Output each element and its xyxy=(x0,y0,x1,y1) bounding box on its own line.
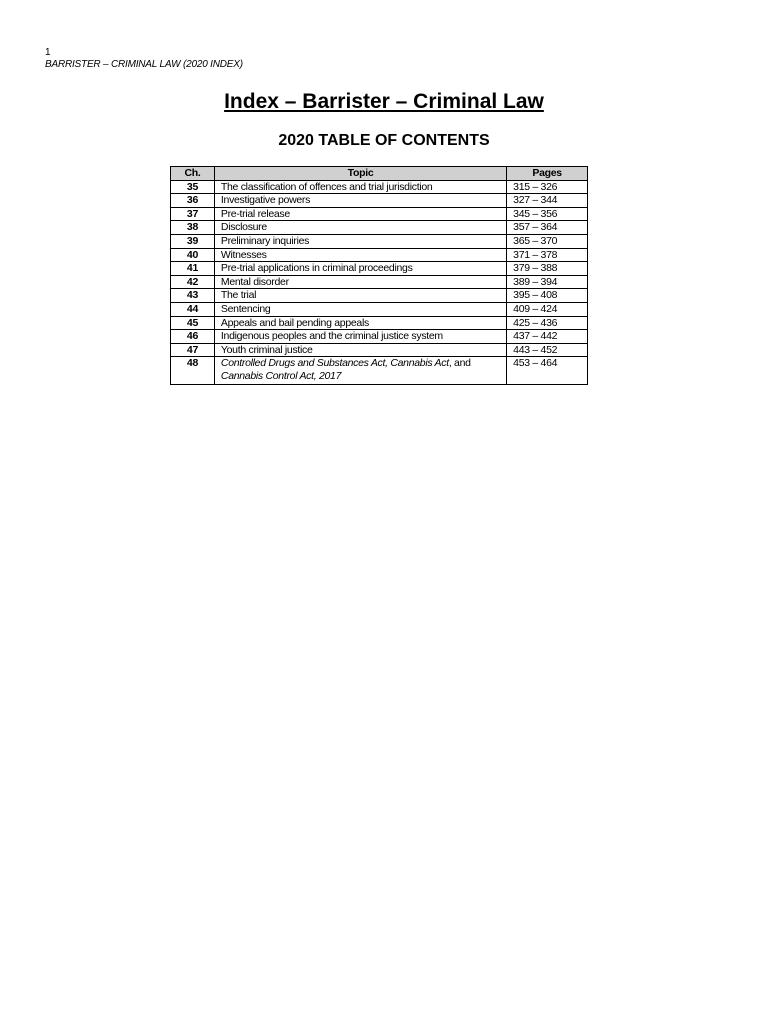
chapter-pages: 379 – 388 xyxy=(507,262,588,276)
chapter-topic: Indigenous peoples and the criminal justice system xyxy=(214,330,506,344)
chapter-number: 39 xyxy=(171,234,215,248)
table-row xyxy=(171,289,588,303)
column-header-chapter: Ch. xyxy=(171,167,215,181)
table-row xyxy=(171,180,588,194)
chapter-pages: 425 – 436 xyxy=(507,316,588,330)
chapter-number: 41 xyxy=(171,262,215,276)
chapter-pages: 409 – 424 xyxy=(507,302,588,316)
table-row xyxy=(171,248,588,262)
chapter-pages: 365 – 370 xyxy=(507,234,588,248)
chapter-number: 40 xyxy=(171,248,215,262)
table-row xyxy=(171,262,588,276)
chapter-number: 44 xyxy=(171,302,215,316)
chapter-pages: 315 – 326 xyxy=(507,180,588,194)
chapter-pages: 357 – 364 xyxy=(507,221,588,235)
table-row xyxy=(171,207,588,221)
chapter-pages: 395 – 408 xyxy=(507,289,588,303)
running-header: BARRISTER – CRIMINAL LAW (2020 INDEX) xyxy=(45,59,243,70)
page-title: Index – Barrister – Criminal Law xyxy=(224,90,544,113)
topic-italic-part: Cannabis Control Act, 2017 xyxy=(220,369,342,382)
chapter-pages: 371 – 378 xyxy=(507,248,588,262)
chapter-number: 46 xyxy=(171,330,215,344)
chapter-pages: 437 – 442 xyxy=(507,330,588,344)
page-number: 1 xyxy=(45,47,51,58)
table-row xyxy=(171,330,588,344)
table-row xyxy=(171,316,588,330)
column-header-pages: Pages xyxy=(507,167,588,181)
chapter-topic: Preliminary inquiries xyxy=(214,234,506,248)
table-row xyxy=(171,275,588,289)
chapter-topic: Mental disorder xyxy=(214,275,506,289)
table-row xyxy=(171,234,588,248)
chapter-topic: Youth criminal justice xyxy=(214,343,506,357)
table-row xyxy=(171,357,588,384)
table-header-row xyxy=(171,167,588,181)
table-header xyxy=(171,167,588,181)
column-header-topic: Topic xyxy=(214,167,506,181)
topic-plain-part: , and xyxy=(448,357,471,370)
table-row xyxy=(171,343,588,357)
chapter-topic xyxy=(214,357,506,384)
chapter-pages: 453 – 464 xyxy=(507,357,588,384)
table-of-contents xyxy=(170,166,588,385)
topic-italic-part: Controlled Drugs and Substances Act, Cannabis Act xyxy=(220,357,449,370)
chapter-topic: Sentencing xyxy=(214,302,506,316)
chapter-pages: 389 – 394 xyxy=(507,275,588,289)
chapter-number: 38 xyxy=(171,221,215,235)
chapter-topic: Pre-trial release xyxy=(214,207,506,221)
chapter-pages: 345 – 356 xyxy=(507,207,588,221)
chapter-number: 45 xyxy=(171,316,215,330)
chapter-number: 42 xyxy=(171,275,215,289)
table-row xyxy=(171,194,588,208)
chapter-pages: 443 – 452 xyxy=(507,343,588,357)
chapter-topic: Disclosure xyxy=(214,221,506,235)
chapter-number: 36 xyxy=(171,194,215,208)
chapter-number: 47 xyxy=(171,343,215,357)
chapter-number: 48 xyxy=(171,357,215,384)
page-subtitle: 2020 TABLE OF CONTENTS xyxy=(278,132,490,149)
chapter-topic: Pre-trial applications in criminal proceedings xyxy=(214,262,506,276)
chapter-topic: The trial xyxy=(214,289,506,303)
table-row xyxy=(171,221,588,235)
chapter-topic: The classification of offences and trial jurisdiction xyxy=(214,180,506,194)
chapter-pages: 327 – 344 xyxy=(507,194,588,208)
table-body xyxy=(171,180,588,384)
table-row xyxy=(171,302,588,316)
chapter-topic: Investigative powers xyxy=(214,194,506,208)
chapter-number: 35 xyxy=(171,180,215,194)
chapter-number: 43 xyxy=(171,289,215,303)
chapter-topic: Witnesses xyxy=(214,248,506,262)
chapter-number: 37 xyxy=(171,207,215,221)
chapter-topic: Appeals and bail pending appeals xyxy=(214,316,506,330)
